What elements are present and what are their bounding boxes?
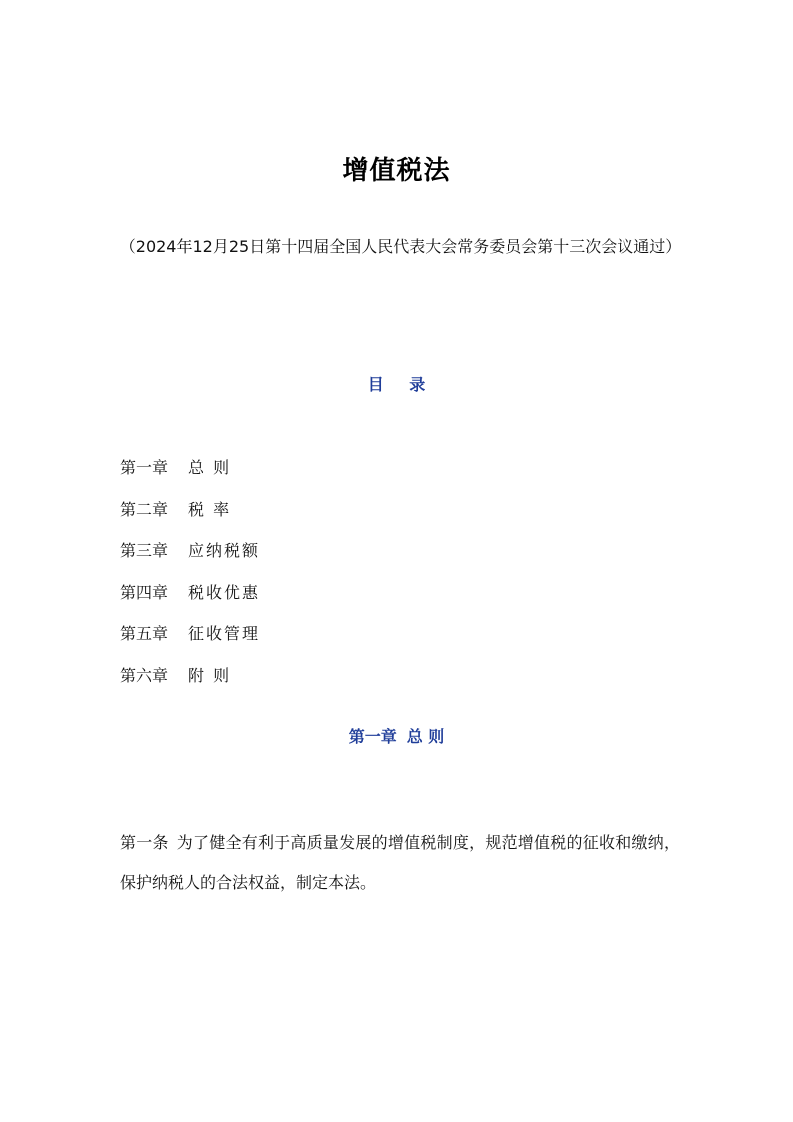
toc-item-chapter-2	[120, 498, 260, 540]
chapter-heading	[0, 724, 793, 747]
toc-chapter-number: 第五章	[120, 624, 169, 644]
toc-heading: 目 录	[367, 375, 436, 394]
toc-chapter-number: 第一章	[120, 458, 169, 477]
toc-chapter-number: 第二章	[120, 499, 169, 519]
toc-item-chapter-6	[120, 664, 260, 706]
article-text: 为了健全有利于高质量发展的增值税制度，规范增值税的征收和缴纳，保护纳税人的合法权益，制定本法。	[120, 833, 680, 892]
toc-item-chapter-1	[120, 456, 260, 498]
toc-chapter-title: 税 率	[188, 499, 232, 519]
toc-chapter-number: 第六章	[120, 665, 169, 685]
chapter-number: 第一章	[348, 727, 397, 746]
toc-chapter-title: 应纳税额	[188, 541, 261, 561]
toc-item-chapter-5	[120, 622, 260, 664]
toc-chapter-title: 附 则	[188, 665, 232, 685]
adoption-note: （2024年12月25日第十四届全国人民代表大会常务委员会第十三次会议通过）	[119, 237, 682, 256]
toc-chapter-title: 征收管理	[188, 624, 261, 644]
toc-chapter-number: 第三章	[120, 541, 169, 561]
toc-item-chapter-4	[120, 581, 260, 623]
toc-chapter-title: 税收优惠	[188, 582, 261, 602]
toc-chapter-title: 总 则	[188, 458, 232, 477]
document-title: 增值税法	[342, 156, 451, 186]
article-1	[120, 823, 680, 903]
toc-chapter-number: 第四章	[120, 582, 169, 602]
chapter-title: 总 则	[406, 727, 445, 746]
toc-item-chapter-3	[120, 539, 260, 581]
table-of-contents	[120, 456, 260, 706]
article-number: 第一条	[120, 833, 169, 852]
